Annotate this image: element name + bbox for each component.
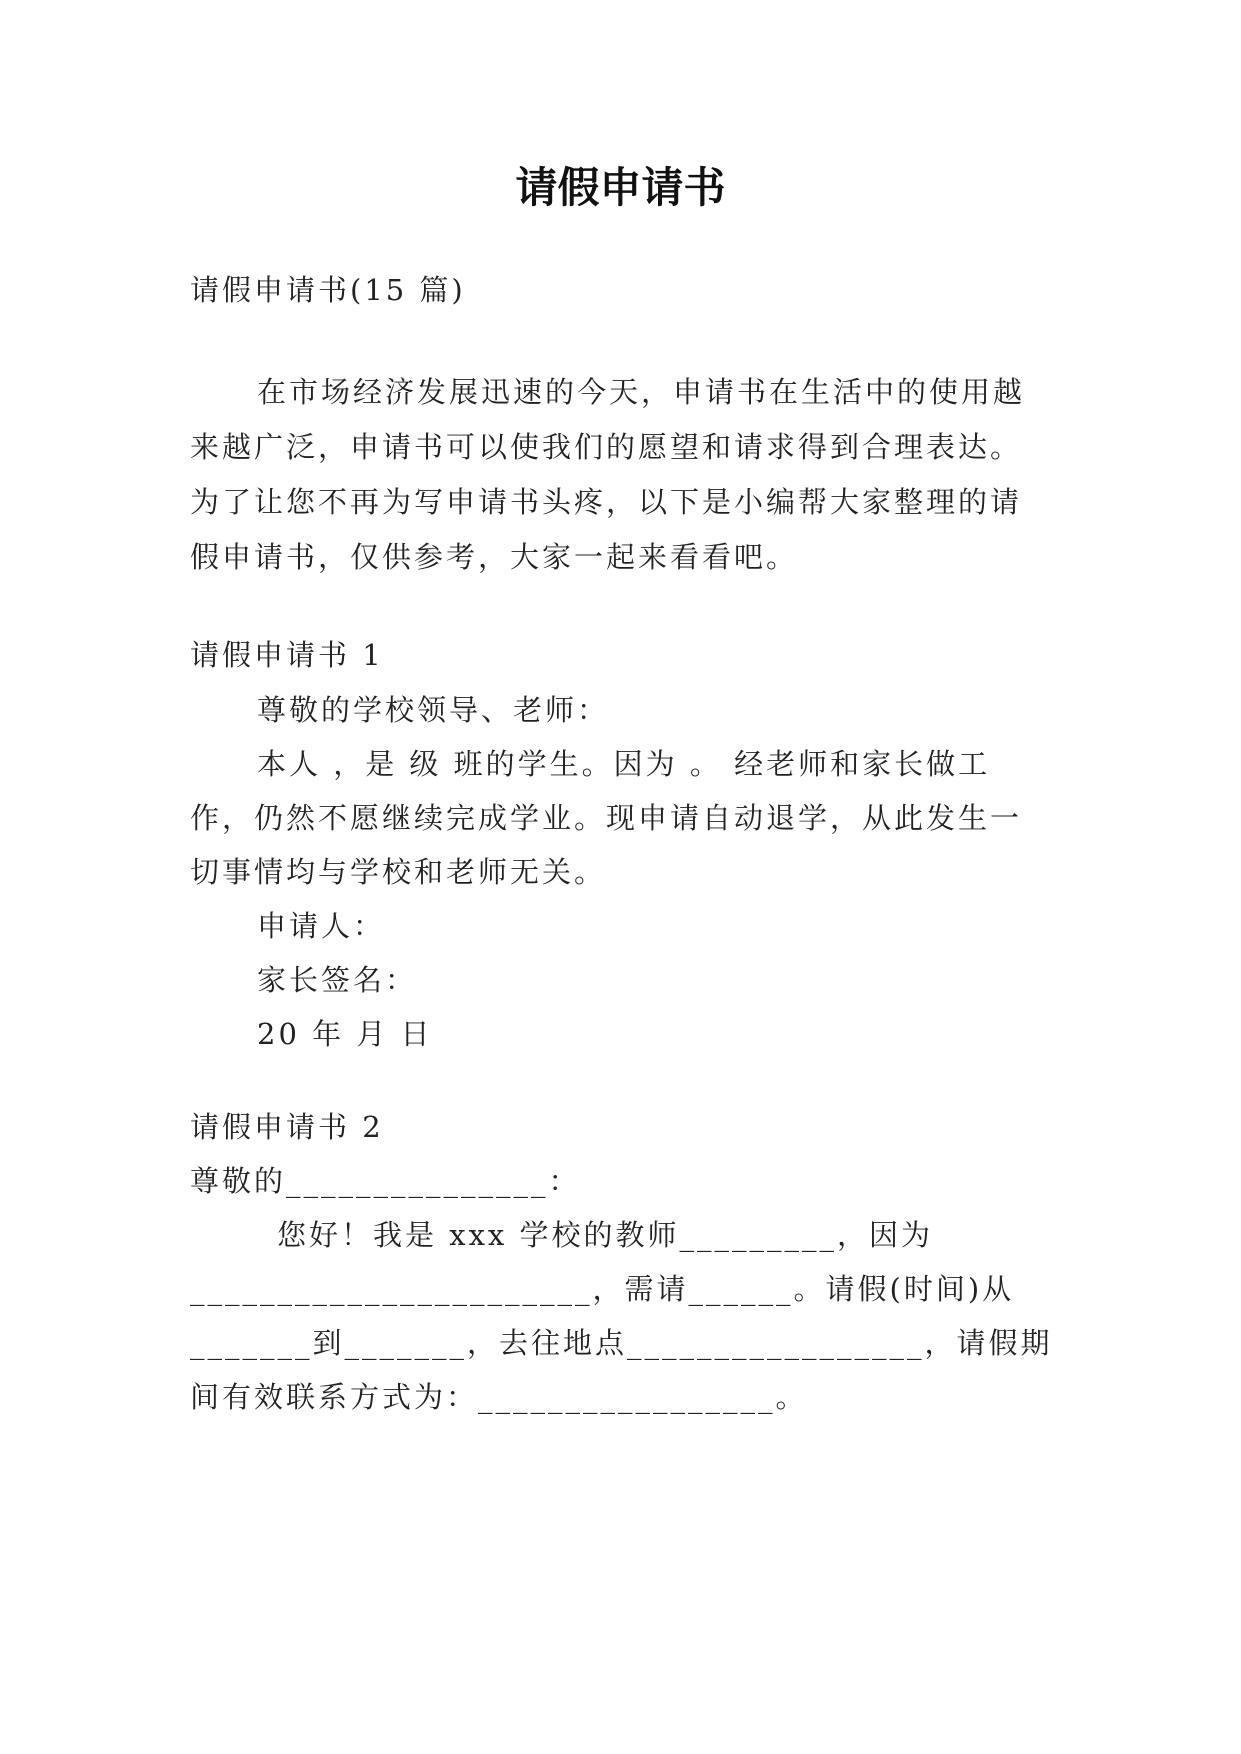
date-line: 20 年 月 日 xyxy=(257,1017,433,1051)
document-subtitle: 请假申请书(15 篇) xyxy=(190,273,466,307)
section1-salutation: 尊敬的学校领导、老师： xyxy=(257,693,610,727)
section1-heading: 请假申请书 1 xyxy=(190,638,384,672)
intro-line-3: 为了让您不再为写申请书头疼，以下是小编帮大家整理的请 xyxy=(190,485,1023,519)
section2-heading: 请假申请书 2 xyxy=(190,1110,384,1144)
intro-line-1: 在市场经济发展迅速的今天，申请书在生活中的使用越 xyxy=(257,375,1026,409)
section2-body-line-4: 间有效联系方式为：_________________。 xyxy=(190,1380,808,1414)
section1-body-line-3: 切事情均与学校和老师无关。 xyxy=(190,855,607,889)
applicant-label: 申请人： xyxy=(257,909,386,943)
intro-line-2: 来越广泛，申请书可以使我们的愿望和请求得到合理表达。 xyxy=(190,430,1023,464)
section1-body-line-2: 作，仍然不愿继续完成学业。现申请自动退学，从此发生一 xyxy=(190,801,1023,835)
parent-signature-label: 家长签名： xyxy=(257,963,418,997)
section2-body-line-2: _______________________，需请______。请假(时间)从 xyxy=(190,1272,1015,1306)
section2-body-line-1: 您好！我是 xxx 学校的教师_________，因为 xyxy=(277,1218,934,1252)
section2-salutation: 尊敬的_______________： xyxy=(190,1164,581,1198)
section1-body-line-1: 本人 ，是 级 班的学生。因为 。 经老师和家长做工 xyxy=(257,747,991,781)
intro-line-4: 假申请书，仅供参考，大家一起来看看吧。 xyxy=(190,540,799,574)
document-title: 请假申请书 xyxy=(515,163,726,212)
section2-body-line-3: _______到_______，去往地点_________________，请假期 xyxy=(190,1326,1053,1360)
